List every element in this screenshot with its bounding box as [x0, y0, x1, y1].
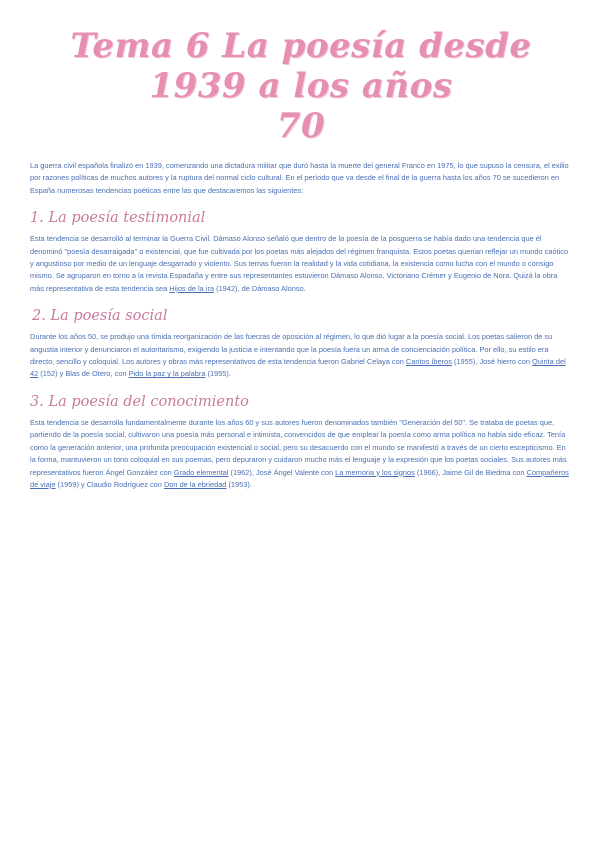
- text-run: Esta tendencia se desarrolla fundamentalmente durante los años 60 y sus autores fueron denominados también "Generación del 50". Se trataba de poetas que, partiendo de la poesía social, cultivaron una poesía más personal e intimista, convencidos de que emplear la poesía como arma política no había sido eficaz. Tenía como la generación anterior, una profunda preocupación existencial o social, pero su desacuerdo con el mundo se manifestó a través de un cierto escepticismo. En la forma, mantuvieron un tono coloquial en sus poemas, pero depuraron y cuidaron mucho más el lenguaje y la expresión que los poetas sociales. Sus autores más representativos fueron Ángel González con: [30, 417, 567, 477]
- section-paragraph-social: [30, 331, 572, 381]
- section-conocimiento: [30, 393, 572, 491]
- work-link-don-de-la-ebriedad[interactable]: Don de la ebriedad: [163, 479, 227, 489]
- work-link-cantos-iberos[interactable]: Cantos íberos: [405, 357, 452, 367]
- section-testimonial: [30, 209, 572, 295]
- page-title: [30, 26, 572, 146]
- work-link-quinta-del-42[interactable]: Quinta del 42: [30, 357, 566, 379]
- section-heading-testimonial: 1. La poesía testimonial: [30, 210, 206, 227]
- section-heading-conocimiento: 3. La poesía del conocimiento: [30, 393, 249, 410]
- text-run: Esta tendencia se desarrolló al terminar la Guerra Civil. Dámaso Alonso señaló que dentro de la poesía de la posguerra se había dado una tendencia que él denominó "poesía desarraigada" o existencial, que fue cultivada por los poetas más alejados del régimen franquista. Estos poetas querían reflejar un mundo caótico y angustioso por medio de un lenguaje desgarrado y violento. Sus temas fueron la realidad y la vida cotidiana, la existencia como lucha con el mundo o consigo mismo. Se agruparon en torno a la revista Espadaña y entre sus representantes estuvieron Dámaso Alonso, Victoriano Crémer y Eugenio de Nora. Quizá la obra más representativa de esta tendencia sea: [30, 234, 569, 293]
- work-link-hijos-de-la-ira[interactable]: Hijos de la ira: [169, 283, 215, 293]
- text-run: (1962), José Ángel Valente con: [228, 467, 336, 477]
- section-paragraph-testimonial: [30, 233, 572, 295]
- work-link-companeros-de-viaje[interactable]: Compañeros de viaje: [30, 467, 569, 489]
- text-run: (1959) y Claudio Rodríguez con: [55, 479, 164, 489]
- work-link-grado-elemental[interactable]: Grado elemental: [173, 467, 229, 477]
- text-run: (1966), Jaime Gil de Biedma con: [414, 467, 527, 477]
- text-run: (1942), de Dámaso Alonso.: [214, 283, 306, 293]
- section-paragraph-conocimiento: [30, 417, 572, 491]
- intro-paragraph: La guerra civil española finalizó en 1939, comenzando una dictadura militar que duró hasta la muerte del general Franco en 1975, lo que supuso la censura, el exilio por razones políticas de muchos autores y la ruptura del normal ciclo cultural. En el período que va desde el final de la guerra hasta los años 70 se sucedieron en España numerosas tendencias poéticas entre las que destacaremos las siguientes:: [30, 161, 569, 195]
- text-run: (1955).: [205, 369, 231, 379]
- title-line-2: 70: [276, 106, 326, 146]
- section-heading-social: 2. La poesía social: [32, 308, 168, 325]
- text-run: Durante los años 50, se produjo una tímida reorganización de las fuerzas de oposición al régimen, lo que dió lugar a la poesía social. Los poetas salieron de su angustia interior y denunciaron el autoritarismo, exigiendo la justicia e intentando que la poesía fuera un arma de concienciación política. Por ello, su estilo era directo, sencillo y coloquial. Los autores y obras más representativos de esta tendencia fueron Gabriel Celaya con: [30, 332, 553, 367]
- text-run: (152) y Blas de Otero, con: [38, 369, 129, 379]
- text-run: (1953).: [226, 479, 252, 489]
- title-line-1: Tema 6 La poesía desde 1939 a los años: [70, 26, 532, 106]
- text-run: (1955), José hierro con: [451, 357, 533, 367]
- work-link-pido-la-paz[interactable]: Pido la paz y la palabra: [128, 369, 206, 379]
- work-link-la-memoria-y-los-signos[interactable]: La memoria y los signos: [335, 467, 415, 477]
- section-social: [30, 307, 572, 381]
